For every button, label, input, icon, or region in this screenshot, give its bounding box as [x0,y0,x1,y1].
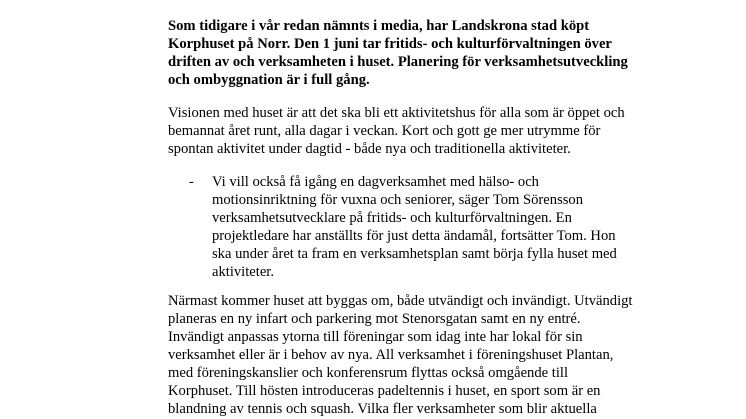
quote-line: aktiviteter. [212,264,275,280]
paragraph-line: blandning av tennis och squash. Vilka fler verksamheter som blir aktuella [168,401,597,417]
paragraph-line: spontan aktivitet under dagtid - både nya och traditionella aktiviteter. [168,141,571,157]
paragraph-line: Korphuset. Till hösten introduceras padeltennis i huset, en sport som är en [168,383,601,399]
list-dash-bullet: - [189,174,194,190]
paragraph-line: Visionen med huset är att det ska bli ett aktivitetshus för alla som är öppet och [168,105,625,121]
quote-line: motionsinriktning för vuxna och seniorer, säger Tom Sörensson [212,192,584,208]
paragraph-line: Invändigt anpassas ytorna till föreningar som idag inte har lokal för sin [168,329,583,345]
lead-line: Som tidigare i vår redan nämnts i media, har Landskrona stad köpt [168,18,590,34]
paragraph-line: bemannat året runt, alla dagar i veckan. Kort och gott ge mer utrymme för [168,123,601,139]
lead-paragraph [168,17,658,89]
paragraph-line: verksamhet eller är i behov av nya. All verksamhet i föreningshuset Plantan, [168,347,614,363]
body-paragraph-vision [168,104,658,158]
paragraph-line: Närmast kommer huset att byggas om, både utvändigt och invändigt. Utvändigt [168,293,633,309]
lead-line: och ombyggnation är i full gång. [168,72,370,88]
quote-line: verksamhetsutvecklare på fritids- och kulturförvaltningen. En [212,210,572,226]
quote-line: Vi vill också få igång en dagverksamhet med hälso- och [212,174,539,190]
paragraph-line: med föreningskanslier och konferensrum flyttas också omgående till [168,365,568,381]
quote-text [212,173,652,281]
paragraph-line: planeras en ny infart och parkering mot Stenorsgatan samt en ny entré. [168,311,581,327]
lead-line: driften av och verksamheten i huset. Planering för verksamhetsutveckling [168,54,628,70]
lead-line: Korphuset på Norr. Den 1 juni tar fritids- och kulturförvaltningen över [168,36,612,52]
quote-line: ska under året ta fram en verksamhetsplan samt börja fylla huset med [212,246,617,262]
quote-line: projektledare har anställts för just detta ändamål, fortsätter Tom. Hon [212,228,616,244]
body-paragraph-rebuild [168,292,658,418]
